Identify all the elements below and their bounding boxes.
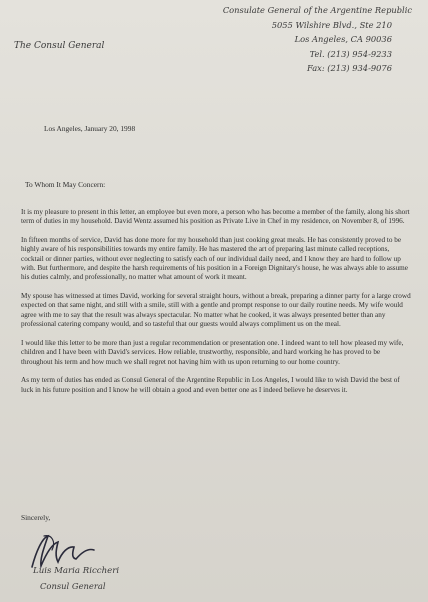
letter-closing: Sincerely, <box>21 513 51 522</box>
letter-paragraph: It is my pleasure to present in this letter, an employee but even more, a person who has become a member of the family, along his short term of duties in my household. David Wentz assumed his position as Private Live in Chef in my residence, on November 8, of 1996. <box>21 208 410 226</box>
letterhead-fax: Fax: (213) 934-9076 <box>307 63 392 74</box>
signature-title: Consul General <box>40 581 106 591</box>
letter-salutation: To Whom It May Concern: <box>25 180 106 189</box>
letterhead-organization: Consulate General of the Argentine Republic <box>222 5 412 15</box>
letterhead-tel: Tel. (213) 954-9233 <box>309 48 392 59</box>
letter-paragraph: As my term of duties has ended as Consul General of the Argentine Republic in Los Angeles, I would like to wish David the best of luck in his future position and I know he will obtain a good and even better one as I indeed believe he deserves it. <box>21 376 400 394</box>
letterhead-sender: The Consul General <box>14 41 105 51</box>
letterhead <box>188 3 418 76</box>
letter-paragraph: In fifteen months of service, David has done more for my household than just cooking great meals. He has consistently proved to be highly aware of his responsibilities towards my entire family. He has mastered the art of preparing last minute called receptions, cocktail or dinner parties, without ever neglecting to satisfy each of our individual daily need, and I know they are hard to follow up with. But furthermore, and despite the harsh requirements of his position in a Foreign Dignitary's house, he was always able to assume his duties calmly, and professionally, no matter what amount of work it meant. <box>21 236 408 282</box>
letterhead-city: Los Angeles, CA 90036 <box>294 34 392 45</box>
letter-body <box>21 208 413 404</box>
letter-paragraph: I would like this letter to be more than just a regular recommendation or presentation one. I indeed want to tell how pleased my wife, children and I have been with David's services. How reliable, trustworthy, responsible, and hard working he has proved to be throughout his term and how much we shall regret not having him with us upon returning to our home country. <box>21 338 404 366</box>
letter-date: Los Angeles, January 20, 1998 <box>44 124 136 133</box>
signature-name: Luis Maria Riccheri <box>33 566 120 576</box>
letterhead-address: 5055 Wilshire Blvd., Ste 210 <box>271 19 392 30</box>
letter-paragraph: My spouse has witnessed at times David, working for several straight hours, without a break, preparing a dinner party for a large crowd expected on that same night, and still with a smile, still with a gentle and prompt response to our daily routine needs. My wife would agree with me to say that the result was always spectacular. No matter what he cooked, it was always presented better than any professional catering company would, and so tasteful that our guests would always compliment us on the meal. <box>21 292 411 329</box>
